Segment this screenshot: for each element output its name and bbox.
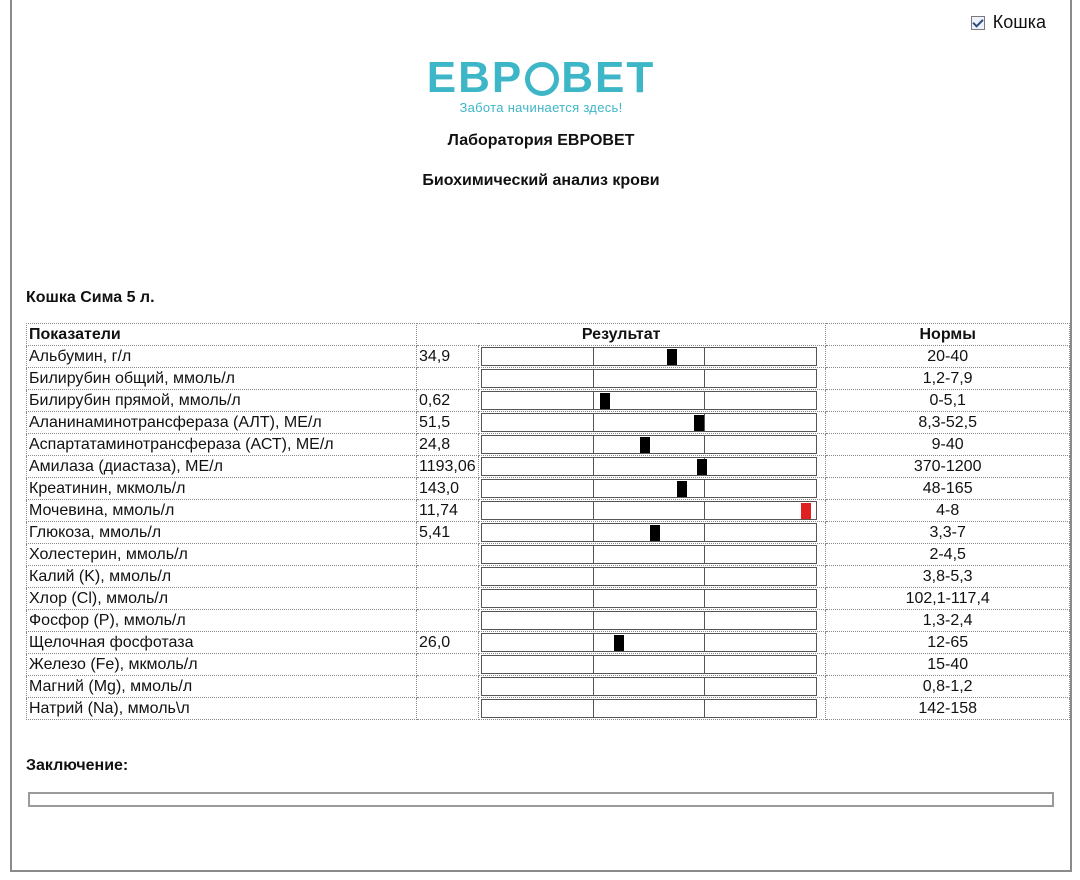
scale-divider bbox=[593, 656, 594, 673]
result-scale-bar bbox=[481, 457, 817, 476]
result-value bbox=[417, 368, 479, 390]
result-marker bbox=[614, 635, 624, 651]
scale-divider bbox=[593, 524, 594, 541]
result-scale-cell bbox=[478, 566, 826, 588]
result-value: 0,62 bbox=[417, 390, 479, 412]
scale-divider bbox=[704, 634, 705, 651]
result-scale-cell bbox=[478, 522, 826, 544]
logo-word-left: ЕВР bbox=[426, 53, 524, 102]
result-scale-bar bbox=[481, 545, 817, 564]
result-scale-bar bbox=[481, 347, 817, 366]
result-scale-cell bbox=[478, 654, 826, 676]
result-scale-cell bbox=[478, 368, 826, 390]
table-row bbox=[27, 588, 1070, 610]
scale-divider bbox=[704, 568, 705, 585]
species-checkbox[interactable] bbox=[971, 16, 985, 30]
table-row bbox=[27, 566, 1070, 588]
table-row bbox=[27, 478, 1070, 500]
result-marker bbox=[667, 349, 677, 365]
scale-divider bbox=[593, 436, 594, 453]
scale-divider bbox=[593, 392, 594, 409]
result-marker-high bbox=[801, 503, 811, 519]
results-body bbox=[27, 346, 1070, 720]
result-scale-cell bbox=[478, 412, 826, 434]
table-row bbox=[27, 522, 1070, 544]
result-value: 5,41 bbox=[417, 522, 479, 544]
scale-divider bbox=[704, 348, 705, 365]
result-scale-cell bbox=[478, 390, 826, 412]
table-row bbox=[27, 434, 1070, 456]
norm-range: 1,3-2,4 bbox=[826, 610, 1070, 632]
scale-divider bbox=[593, 590, 594, 607]
logo-wordmark bbox=[426, 53, 656, 102]
logo-word-right: ВЕТ bbox=[561, 53, 656, 102]
scale-divider bbox=[593, 700, 594, 717]
result-scale-bar bbox=[481, 369, 817, 388]
scale-divider bbox=[593, 612, 594, 629]
result-value: 1193,06 bbox=[417, 456, 479, 478]
result-value bbox=[417, 566, 479, 588]
indicator-name: Натрий (Na), ммоль\л bbox=[27, 698, 417, 720]
result-scale-bar bbox=[481, 655, 817, 674]
scale-divider bbox=[593, 678, 594, 695]
norm-range: 3,8-5,3 bbox=[826, 566, 1070, 588]
scale-divider bbox=[704, 480, 705, 497]
norm-range: 2-4,5 bbox=[826, 544, 1070, 566]
table-row bbox=[27, 632, 1070, 654]
table-row bbox=[27, 654, 1070, 676]
results-table bbox=[26, 323, 1070, 720]
scale-divider bbox=[593, 458, 594, 475]
scale-divider bbox=[593, 502, 594, 519]
table-header-row bbox=[27, 324, 1070, 346]
norm-range: 15-40 bbox=[826, 654, 1070, 676]
header-result: Результат bbox=[417, 324, 826, 346]
result-marker bbox=[697, 459, 707, 475]
result-value bbox=[417, 610, 479, 632]
table-row bbox=[27, 456, 1070, 478]
scale-divider bbox=[704, 590, 705, 607]
scale-divider bbox=[704, 700, 705, 717]
logo-tagline: Забота начинается здесь! bbox=[459, 100, 623, 115]
result-value bbox=[417, 654, 479, 676]
scale-divider bbox=[593, 480, 594, 497]
norm-range: 12-65 bbox=[826, 632, 1070, 654]
result-scale-cell bbox=[478, 456, 826, 478]
table-row bbox=[27, 390, 1070, 412]
table-row bbox=[27, 368, 1070, 390]
norm-range: 142-158 bbox=[826, 698, 1070, 720]
indicator-name: Билирубин прямой, ммоль/л bbox=[27, 390, 417, 412]
result-scale-cell bbox=[478, 544, 826, 566]
indicator-name: Аланинаминотрансфераза (АЛТ), МЕ/л bbox=[27, 412, 417, 434]
indicator-name: Глюкоза, ммоль/л bbox=[27, 522, 417, 544]
result-marker bbox=[694, 415, 704, 431]
result-scale-cell bbox=[478, 632, 826, 654]
species-checkbox-label: Кошка bbox=[992, 12, 1046, 32]
result-scale-cell bbox=[478, 588, 826, 610]
norm-range: 20-40 bbox=[826, 346, 1070, 368]
result-scale-bar bbox=[481, 479, 817, 498]
scale-divider bbox=[704, 524, 705, 541]
result-value: 26,0 bbox=[417, 632, 479, 654]
indicator-name: Магний (Mg), ммоль/л bbox=[27, 676, 417, 698]
result-scale-bar bbox=[481, 391, 817, 410]
result-marker bbox=[600, 393, 610, 409]
result-scale-bar bbox=[481, 611, 817, 630]
norm-range: 102,1-117,4 bbox=[826, 588, 1070, 610]
scale-divider bbox=[704, 656, 705, 673]
patient-info: Кошка Сима 5 л. bbox=[26, 289, 155, 306]
document-title: Биохимический анализ крови bbox=[422, 172, 660, 189]
scale-divider bbox=[704, 370, 705, 387]
scale-divider bbox=[704, 678, 705, 695]
result-scale-cell bbox=[478, 434, 826, 456]
scale-divider bbox=[704, 546, 705, 563]
norm-range: 9-40 bbox=[826, 434, 1070, 456]
indicator-name: Фосфор (P), ммоль/л bbox=[27, 610, 417, 632]
norm-range: 0-5,1 bbox=[826, 390, 1070, 412]
scale-divider bbox=[593, 634, 594, 651]
result-scale-cell bbox=[478, 346, 826, 368]
result-scale-bar bbox=[481, 435, 817, 454]
table-row bbox=[27, 698, 1070, 720]
norm-range: 3,3-7 bbox=[826, 522, 1070, 544]
scale-divider bbox=[704, 414, 705, 431]
norm-range: 4-8 bbox=[826, 500, 1070, 522]
scale-divider bbox=[704, 612, 705, 629]
result-scale-cell bbox=[478, 478, 826, 500]
result-scale-bar bbox=[481, 501, 817, 520]
result-value: 11,74 bbox=[417, 500, 479, 522]
result-marker bbox=[650, 525, 660, 541]
indicator-name: Щелочная фосфотаза bbox=[27, 632, 417, 654]
indicator-name: Альбумин, г/л bbox=[27, 346, 417, 368]
result-scale-cell bbox=[478, 500, 826, 522]
result-value: 34,9 bbox=[417, 346, 479, 368]
result-scale-cell bbox=[478, 610, 826, 632]
result-scale-bar bbox=[481, 413, 817, 432]
scale-divider bbox=[704, 436, 705, 453]
result-scale-bar bbox=[481, 567, 817, 586]
indicator-name: Калий (K), ммоль/л bbox=[27, 566, 417, 588]
indicator-name: Железо (Fe), мкмоль/л bbox=[27, 654, 417, 676]
result-scale-cell bbox=[478, 676, 826, 698]
logo bbox=[12, 53, 1070, 115]
result-scale-bar bbox=[481, 699, 817, 718]
scale-divider bbox=[593, 568, 594, 585]
result-scale-cell bbox=[478, 698, 826, 720]
scale-divider bbox=[593, 414, 594, 431]
indicator-name: Аспартатаминотрансфераза (АСТ), МЕ/л bbox=[27, 434, 417, 456]
species-checkbox-group[interactable] bbox=[971, 12, 1046, 33]
scale-divider bbox=[593, 348, 594, 365]
result-scale-bar bbox=[481, 589, 817, 608]
result-scale-bar bbox=[481, 633, 817, 652]
conclusion-field[interactable] bbox=[28, 792, 1054, 807]
result-scale-bar bbox=[481, 677, 817, 696]
result-marker bbox=[640, 437, 650, 453]
result-value bbox=[417, 676, 479, 698]
norm-range: 1,2-7,9 bbox=[826, 368, 1070, 390]
norm-range: 0,8-1,2 bbox=[826, 676, 1070, 698]
result-value: 24,8 bbox=[417, 434, 479, 456]
result-marker bbox=[677, 481, 687, 497]
scale-divider bbox=[593, 370, 594, 387]
table-row bbox=[27, 610, 1070, 632]
scale-divider bbox=[704, 502, 705, 519]
indicator-name: Амилаза (диастаза), МЕ/л bbox=[27, 456, 417, 478]
lab-title: Лаборатория ЕВРОВЕТ bbox=[447, 132, 635, 149]
indicator-name: Хлор (Cl), ммоль/л bbox=[27, 588, 417, 610]
result-value: 143,0 bbox=[417, 478, 479, 500]
result-value bbox=[417, 698, 479, 720]
result-value bbox=[417, 544, 479, 566]
norm-range: 48-165 bbox=[826, 478, 1070, 500]
header-indicators: Показатели bbox=[27, 324, 417, 346]
table-row bbox=[27, 544, 1070, 566]
table-row bbox=[27, 676, 1070, 698]
indicator-name: Билирубин общий, ммоль/л bbox=[27, 368, 417, 390]
table-row bbox=[27, 412, 1070, 434]
indicator-name: Холестерин, ммоль/л bbox=[27, 544, 417, 566]
norm-range: 8,3-52,5 bbox=[826, 412, 1070, 434]
table-row bbox=[27, 500, 1070, 522]
indicator-name: Креатинин, мкмоль/л bbox=[27, 478, 417, 500]
result-value: 51,5 bbox=[417, 412, 479, 434]
header-norms: Нормы bbox=[826, 324, 1070, 346]
norm-range: 370-1200 bbox=[826, 456, 1070, 478]
scale-divider bbox=[704, 392, 705, 409]
logo-paw-icon bbox=[525, 62, 559, 96]
conclusion-label: Заключение: bbox=[26, 757, 129, 774]
table-row bbox=[27, 346, 1070, 368]
result-value bbox=[417, 588, 479, 610]
result-scale-bar bbox=[481, 523, 817, 542]
report-page bbox=[10, 0, 1072, 872]
scale-divider bbox=[593, 546, 594, 563]
indicator-name: Мочевина, ммоль/л bbox=[27, 500, 417, 522]
